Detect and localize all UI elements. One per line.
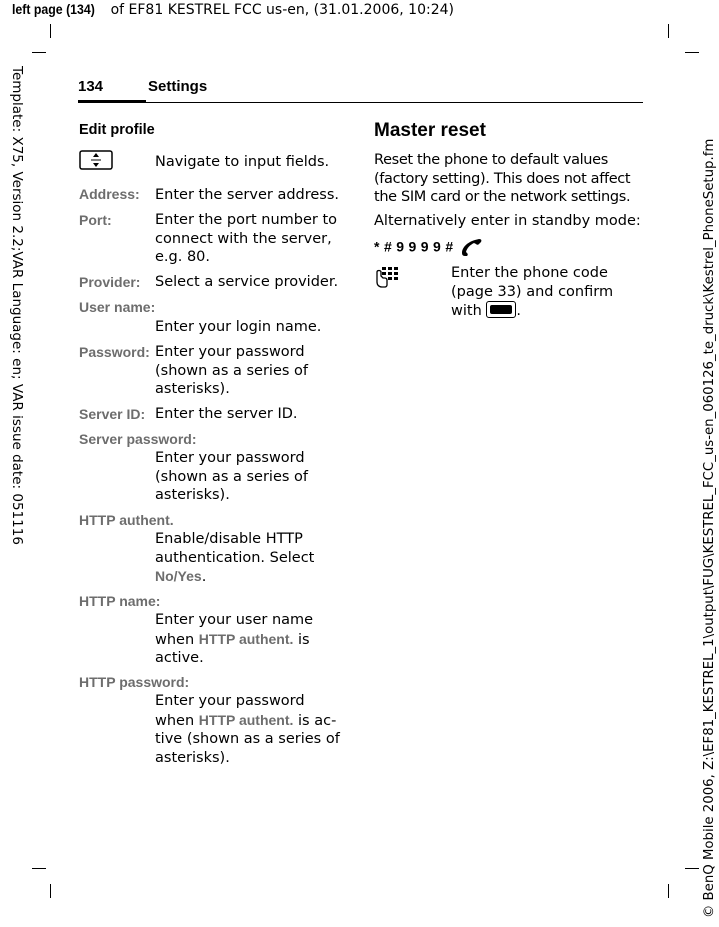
standby-mode-instruction: Alternatively enter in standby mode: <box>374 213 641 229</box>
phone-code-end: . <box>516 303 521 319</box>
http-password-desc-end: is ac-tive (shown as a series of asterisks). <box>155 712 340 766</box>
http-authent-term: HTTP authent. <box>79 512 174 528</box>
nav-description: Navigate to input fields. <box>155 154 330 170</box>
address-term: Address: <box>79 186 140 202</box>
phone-code-text: Enter the phone code (page 33) and confirm with <box>451 265 614 319</box>
reset-code-line <box>374 236 485 256</box>
navigation-key-icon <box>79 150 113 170</box>
crop-mark <box>668 24 669 38</box>
call-key-icon <box>459 237 485 257</box>
http-name-desc-end: is active. <box>155 631 310 666</box>
provider-description: Select a service provider. <box>155 274 339 290</box>
server-password-term: Server password: <box>79 431 197 447</box>
http-name-term: HTTP name: <box>79 593 161 609</box>
serverid-description: Enter the server ID. <box>155 406 298 422</box>
right-margin-copyright-note: © BenQ Mobile 2006, Z:\EF81_KESTREL_1\output\FUG\KESTREL_FCC_us-en_060126_te_druck\Kestrel_PhoneSetup.fm <box>702 138 717 918</box>
http-name-description <box>155 611 330 668</box>
crop-mark <box>32 52 46 53</box>
crop-mark <box>685 52 699 53</box>
header-rule-thick <box>78 100 146 103</box>
port-term: Port: <box>79 212 112 228</box>
http-authent-desc-end: . <box>201 569 207 585</box>
master-reset-heading: Master reset <box>374 120 486 141</box>
http-password-option: HTTP authent. <box>198 711 294 728</box>
username-description: Enter your login name. <box>155 319 322 335</box>
http-name-desc-text: Enter your user name when <box>155 612 314 648</box>
crop-mark <box>685 868 699 869</box>
http-authent-description <box>155 530 330 587</box>
master-reset-description: Reset the phone to default values (factory setting). This does not affect the SIM card or the network settings. <box>374 152 631 205</box>
left-margin-template-note: Template: X75, Version 2.2;VAR Language: en; VAR issue date: 051116 <box>9 66 25 545</box>
password-description: Enter your password (shown as a series of asterisks). <box>155 344 309 397</box>
server-password-description: Enter your password (shown as a series of asterisks). <box>155 450 309 503</box>
keypad-icon <box>374 266 400 288</box>
crop-mark <box>50 24 51 38</box>
crop-mark <box>50 884 51 898</box>
address-description: Enter the server address. <box>155 187 340 203</box>
reset-code: * # 9 9 9 9 # <box>374 238 454 255</box>
http-password-desc-text: Enter your password when <box>155 693 305 729</box>
crop-mark <box>32 868 46 869</box>
http-authent-option: No/Yes <box>155 568 202 584</box>
phone-code-description <box>451 264 631 321</box>
crop-mark <box>668 884 669 898</box>
print-header-rest: of EF81 KESTREL FCC us-en, (31.01.2006, 10:24) <box>106 2 454 18</box>
username-term: User name: <box>79 299 156 315</box>
print-header <box>12 0 454 19</box>
page-number: 134 <box>78 78 104 95</box>
header-rule <box>146 102 643 103</box>
port-description: Enter the port number to connect with the server, e.g. 80. <box>155 212 338 265</box>
http-password-description <box>155 692 343 767</box>
password-term: Password: <box>79 344 150 360</box>
http-authent-desc-text: Enable/disable HTTP authentication. Select <box>155 531 315 566</box>
confirm-softkey-icon <box>486 301 516 318</box>
edit-profile-heading: Edit profile <box>79 122 155 138</box>
page-section-title: Settings <box>148 78 208 95</box>
serverid-term: Server ID: <box>79 406 146 422</box>
http-name-option: HTTP authent. <box>198 630 294 647</box>
provider-term: Provider: <box>79 274 141 290</box>
http-password-term: HTTP password: <box>79 674 190 690</box>
print-header-label: left page (134) <box>12 1 95 17</box>
